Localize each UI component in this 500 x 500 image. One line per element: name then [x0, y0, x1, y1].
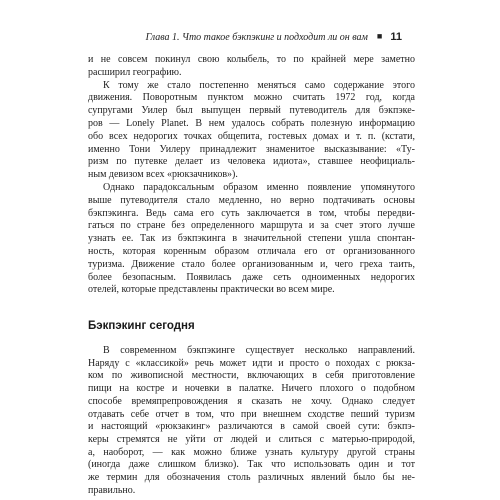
body-text-top	[88, 54, 415, 297]
text-line: обо всех недорогих точках общепита, гостевых домах и т. п. (кстати,	[88, 130, 415, 142]
text-line: туризма. Движение стало более организованным и, чего греха таить,	[88, 258, 415, 270]
text-line: отдавать себе отчет в том, что при внешнем сходстве пеший туризм	[88, 408, 415, 420]
text-line: К тому же стало постепенно меняться само содержание этого	[103, 79, 415, 91]
paragraph-paradox	[88, 182, 415, 297]
paragraph-modern-backpacking	[88, 345, 415, 497]
text-line: ров — Lonely Planet. В нем удалось собрать полезную информацию	[88, 117, 415, 129]
text-line: же термин для обозначения столь различных явлений было бы не-	[88, 472, 415, 484]
text-line: расширил географию.	[88, 66, 182, 78]
text-line: гаться по стране без определенного маршрута и за счет этого лучше	[88, 220, 415, 232]
paragraph-lonely-planet	[88, 80, 415, 182]
text-line: ком по живописной местности, включающих в себя приготовление	[88, 370, 415, 382]
text-line: Наряду с «классикой» речь может идти и просто о походах с рюкза-	[88, 357, 415, 369]
text-line: Однако парадоксальным образом именно появление упомянутого	[103, 181, 415, 193]
text-line: узнать ее. Так из бэкпэкинга в значительной степени ушла спонтан-	[88, 233, 415, 245]
section-heading: Бэкпэкинг сегодня	[88, 320, 195, 332]
text-line: пищи на костре и ночевки в палатке. Ничего плохого о подобном	[88, 383, 415, 395]
header-square-icon: ■	[376, 31, 383, 41]
text-line: керы стремятся не уйти от людей и слиться с матерью-природой,	[88, 433, 415, 445]
text-line: и настоящий «рюкзакинг» различаются в самой своей сути: бэкпэ-	[88, 421, 415, 433]
text-line: В современном бэкпэкинге существует несколько направлений.	[103, 345, 415, 356]
text-line: ность, которая коренным образом отличала его от организованного	[88, 245, 415, 257]
text-line: способе времяпрепровождения я сказать не хочу. Однако следует	[88, 395, 415, 407]
text-line: ным девизом всех «рюкзачников»).	[88, 169, 238, 181]
text-line: бэкпэкинга. Ведь сама его суть заключается в том, чтобы передви-	[88, 207, 415, 219]
text-line: а, наоборот, — как можно ближе узнать культуру другой страны	[88, 446, 415, 458]
text-line: более безопасным. Появилась даже сеть одноименных недорогих	[88, 271, 415, 283]
text-line: выше путеводителя стало медленно, но верно подтачивать основы	[88, 194, 415, 206]
body-text-section	[88, 345, 415, 497]
text-line: ризм по путевке делает из человека идиота», ставшее неофициаль-	[88, 156, 415, 168]
page-number: 11	[390, 31, 402, 43]
paragraph-continuation	[88, 54, 415, 80]
text-line: именно Тони Уилеру принадлежит знаменитое высказывание: «Ту-	[88, 143, 415, 155]
text-line: и не совсем покинул свою колыбель, то по крайней мере заметно	[88, 54, 415, 65]
running-header	[88, 29, 402, 43]
text-line: супругами Уилер был выпущен первый путеводитель для бэкпэке-	[88, 105, 415, 117]
text-line: правильно.	[88, 484, 136, 496]
text-line: (иногда даже слишком близко). Так что использовать один и тот	[88, 459, 415, 471]
text-line: движения. Поворотным пунктом можно считать 1972 год, когда	[88, 92, 415, 104]
text-line: отелей, которые представлены практически во всем мире.	[88, 284, 335, 296]
chapter-title: Глава 1. Что такое бэкпэкинг и подходит ли он вам	[145, 32, 368, 43]
